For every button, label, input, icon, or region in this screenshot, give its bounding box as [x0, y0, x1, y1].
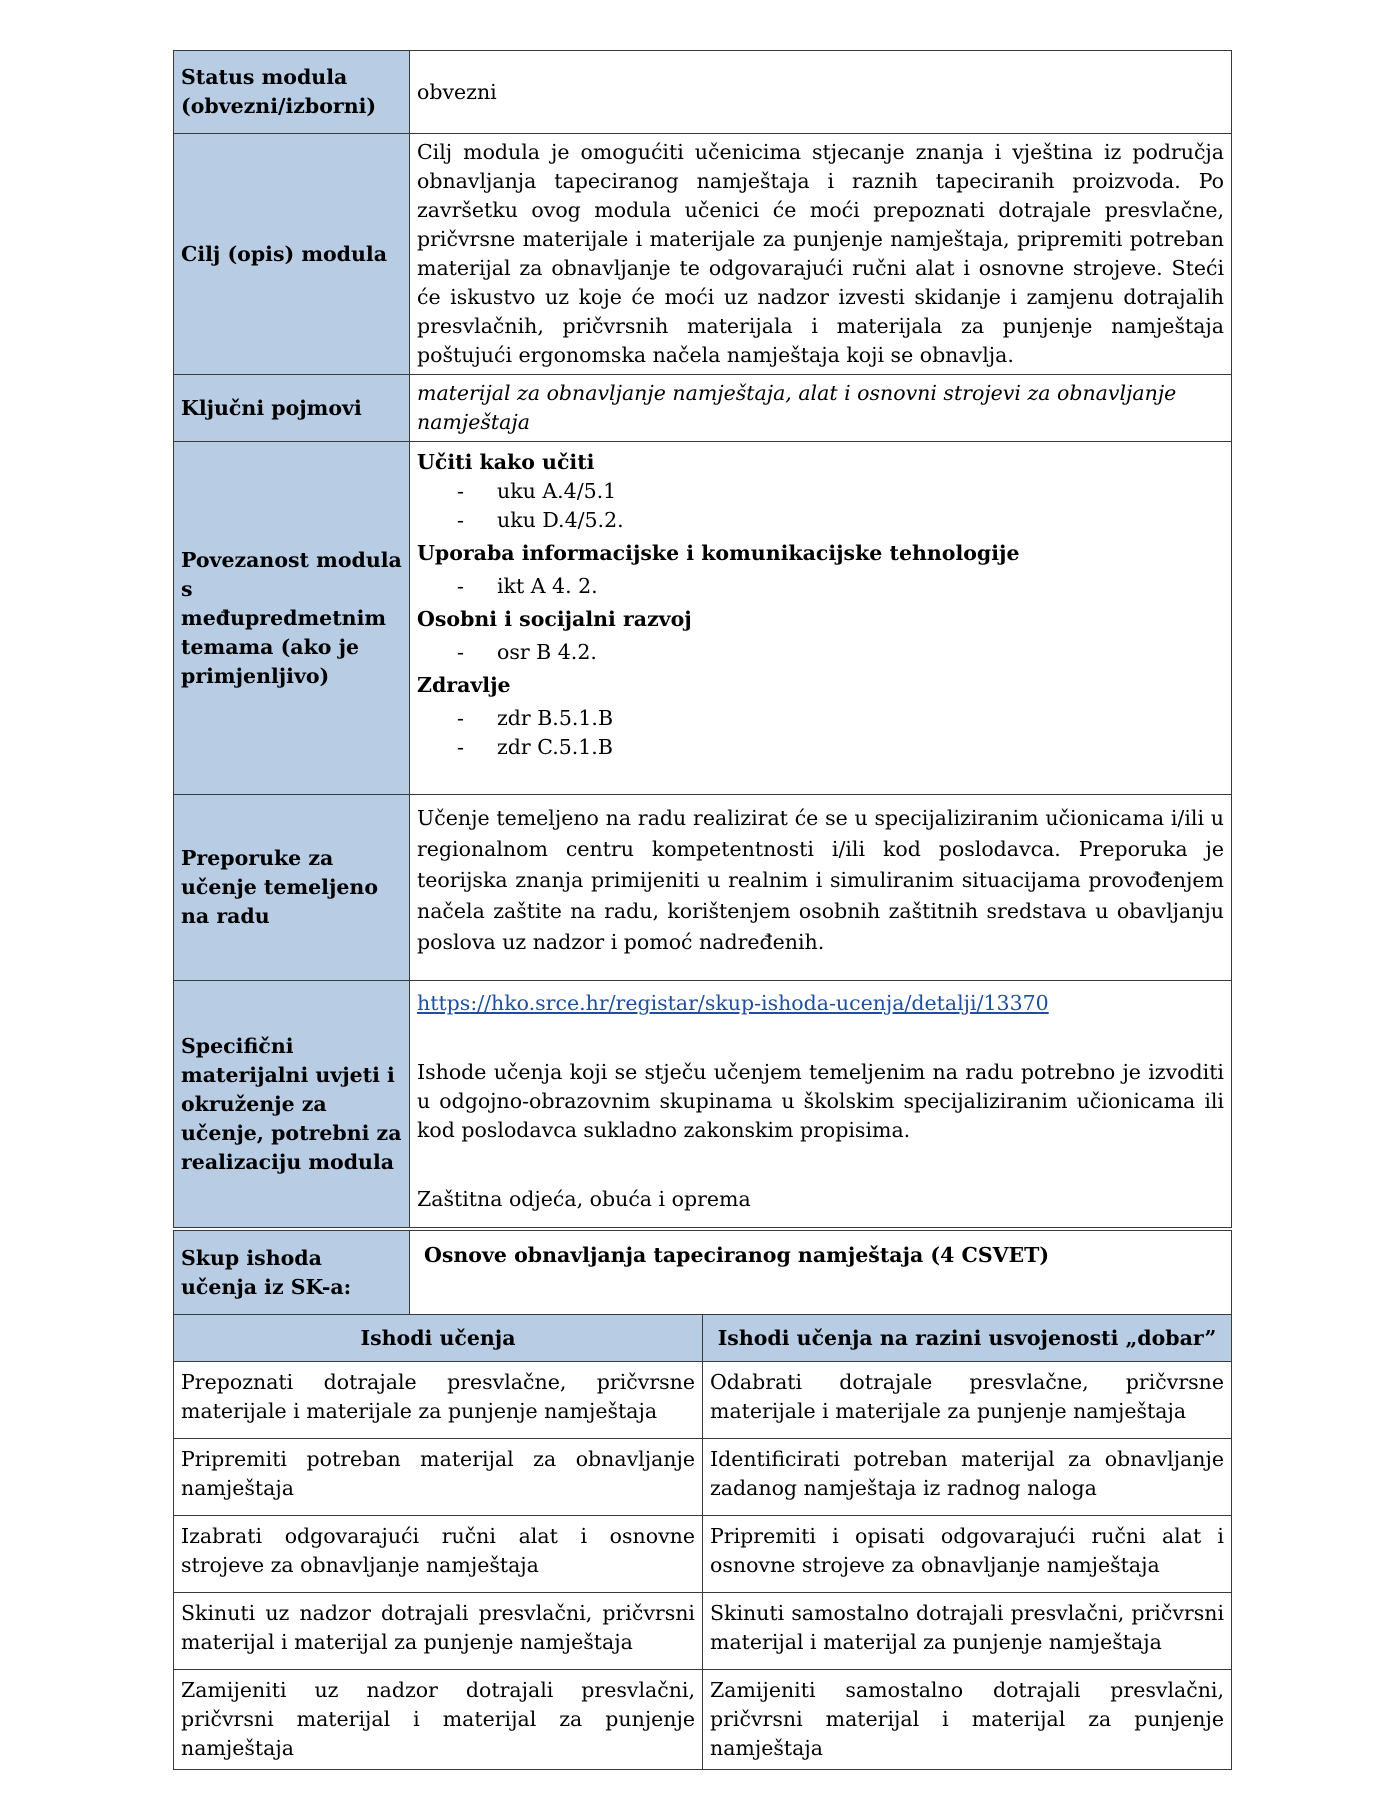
outcome-cell: Izabrati odgovarajući ručni alat i osnovne strojeve za obnavljanje namještaja: [174, 1516, 703, 1593]
crosscurricular-item: - ikt A 4. 2.: [457, 572, 1224, 601]
outcome-row: [174, 1439, 1232, 1516]
crosscurricular-title: Zdravlje: [417, 673, 511, 697]
outcome-cell: Skinuti uz nadzor dotrajali presvlačni, pričvrsni materijal i materijal za punjenje namještaja: [174, 1593, 703, 1670]
keywords-label: Ključni pojmovi: [174, 375, 410, 442]
workbased-label: Preporuke za učenje temeljeno na radu: [174, 795, 410, 981]
status-label: Status modula (obvezni/izborni): [174, 51, 410, 134]
status-value: obvezni: [410, 51, 1232, 134]
conditions-text: Ishode učenja koji se stječu učenjem temeljenim na radu potrebno je izvoditi u odgojno-obrazovnim skupinama u školskim specijaliziranim učionicama ili kod poslodavca sukladno zakonskim propisima.: [417, 1060, 1224, 1142]
outcome-set-row: [174, 1231, 1232, 1315]
outcome-cell: Pripremiti potreban materijal za obnavljanje namještaja: [174, 1439, 703, 1516]
keywords-value: materijal za obnavljanje namještaja, alat i osnovni strojevi za obnavljanje namještaja: [410, 375, 1232, 442]
outcome-cell: Prepoznati dotrajale presvlačne, pričvrsne materijale i materijale za punjenje namještaja: [174, 1362, 703, 1439]
crosscurricular-item: - osr B 4.2.: [457, 638, 1224, 667]
outcomes-header-row: [174, 1315, 1232, 1362]
outcome-good-cell: Zamijeniti samostalno dotrajali presvlačni, pričvrsni materijal i materijal za punjenje namještaja: [703, 1670, 1232, 1770]
outcome-good-cell: Pripremiti i opisati odgovarajući ručni alat i osnovne strojeve za obnavljanje namještaja: [703, 1516, 1232, 1593]
outcome-set-label: Skup ishoda učenja iz SK-a:: [174, 1231, 410, 1315]
outcome-good-cell: Odabrati dotrajale presvlačne, pričvrsne materijale i materijale za punjenje namještaja: [703, 1362, 1232, 1439]
crosscurricular-list: [417, 704, 1224, 762]
crosscurricular-item: - zdr C.5.1.B: [457, 733, 1224, 762]
outcomes-table: [173, 1230, 1232, 1770]
crosscurricular-item: - uku D.4/5.2.: [457, 506, 1224, 535]
outcome-set-value: Osnove obnavljanja tapeciranog namještaja (4 CSVET): [410, 1231, 1232, 1315]
module-info-table: [173, 50, 1232, 1228]
outcome-good-cell: Identificirati potreban materijal za obnavljanje zadanog namještaja iz radnog naloga: [703, 1439, 1232, 1516]
crosscurricular-list: [417, 572, 1224, 601]
outcome-row: [174, 1670, 1232, 1770]
outcome-cell: Zamijeniti uz nadzor dotrajali presvlačni, pričvrsni materijal i materijal za punjenje namještaja: [174, 1670, 703, 1770]
crosscurricular-row: [174, 442, 1232, 795]
goal-row: [174, 134, 1232, 375]
crosscurricular-title: Učiti kako učiti: [417, 450, 595, 474]
conditions-equipment: Zaštitna odjeća, obuća i oprema: [417, 1187, 751, 1211]
crosscurricular-item: - zdr B.5.1.B: [457, 704, 1224, 733]
outcome-good-cell: Skinuti samostalno dotrajali presvlačni, pričvrsni materijal i materijal za punjenje namještaja: [703, 1593, 1232, 1670]
crosscurricular-value: [410, 442, 1232, 795]
col-outcomes-header: Ishodi učenja: [174, 1315, 703, 1362]
workbased-value: Učenje temeljeno na radu realizirat će se u specijaliziranim učionicama i/ili u regionalnom centru kompetentnosti i/ili kod poslodavca. Preporuka je teorijska znanja primijeniti u realnim i simuliranim situacijama provođenjem načela zaštite na radu, korištenjem osobnih zaštitnih sredstava u obavljanju poslova uz nadzor i pomoć nadređenih.: [410, 795, 1232, 981]
outcome-row: [174, 1593, 1232, 1670]
outcome-row: [174, 1516, 1232, 1593]
col-good-header: Ishodi učenja na razini usvojenosti „dobar”: [703, 1315, 1232, 1362]
outcome-row: [174, 1362, 1232, 1439]
conditions-row: [174, 981, 1232, 1228]
workbased-row: [174, 795, 1232, 981]
crosscurricular-label: Povezanost modula s međupredmetnim temama (ako je primjenljivo): [174, 442, 410, 795]
goal-value: Cilj modula je omogućiti učenicima stjecanje znanja i vještina iz područja obnavljanja tapeciranog namještaja i raznih tapeciranih proizvoda. Po završetku ovog modula učenici će moći prepoznati dotrajale presvlačne, pričvrsne materijale i materijale za punjenje namještaja, pripremiti potreban materijal za obnavljanje te odgovarajući ručni alat i osnovne strojeve. Steći će iskustvo uz koje će moći uz nadzor izvesti skidanje i zamjenu dotrajalih presvlačnih, pričvrsnih materijala i materijala za punjenje namještaja poštujući ergonomska načela namještaja koji se obnavlja.: [410, 134, 1232, 375]
crosscurricular-title: Uporaba informacijske i komunikacijske tehnologije: [417, 541, 1020, 565]
conditions-value: [410, 981, 1232, 1228]
hko-link[interactable]: https://hko.srce.hr/registar/skup-ishoda-ucenja/detalji/13370: [417, 991, 1049, 1015]
status-row: [174, 51, 1232, 134]
goal-label: Cilj (opis) modula: [174, 134, 410, 375]
crosscurricular-title: Osobni i socijalni razvoj: [417, 607, 692, 631]
crosscurricular-list: [417, 477, 1224, 535]
crosscurricular-list: [417, 638, 1224, 667]
crosscurricular-item: - uku A.4/5.1: [457, 477, 1224, 506]
keywords-row: [174, 375, 1232, 442]
conditions-label: Specifični materijalni uvjeti i okruženje za učenje, potrebni za realizaciju modula: [174, 981, 410, 1228]
